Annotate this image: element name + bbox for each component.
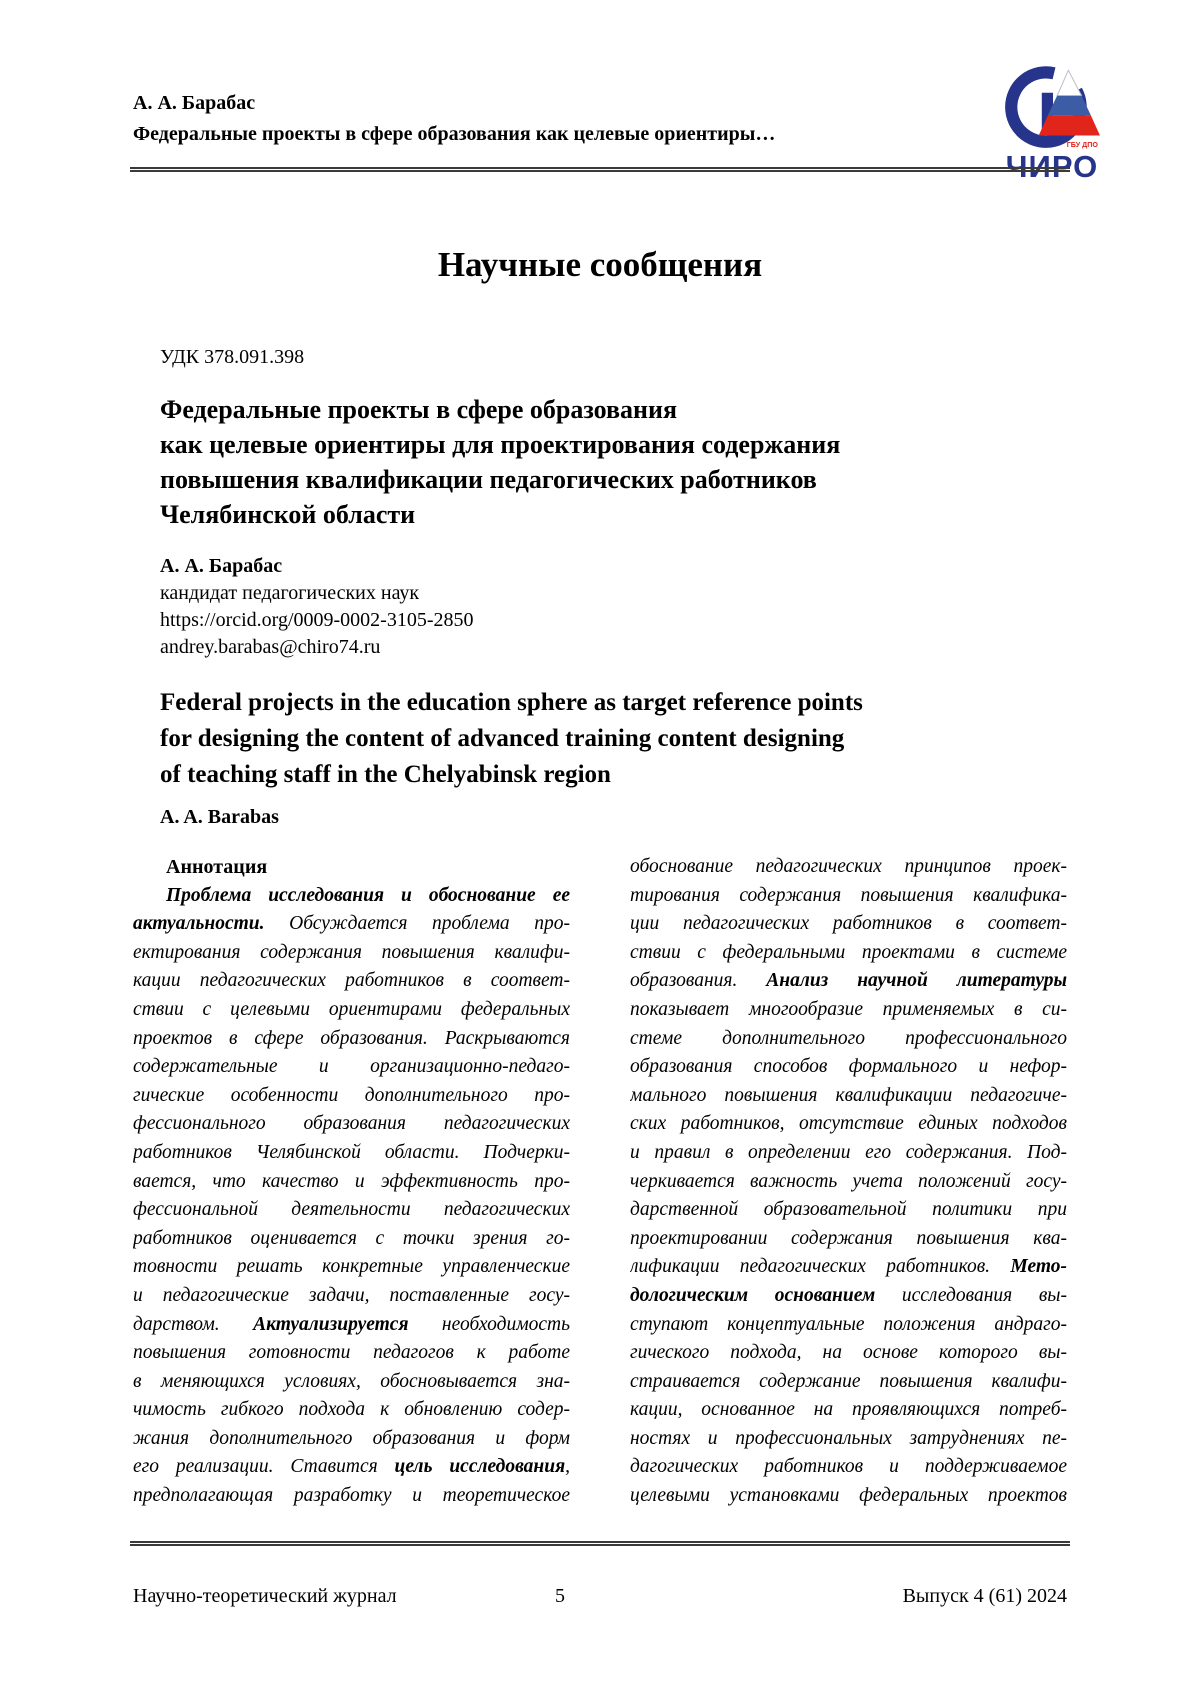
footer-issue: Выпуск 4 (61) 2024 xyxy=(902,1585,1067,1607)
author-name-en: A. A. Barabas xyxy=(160,806,279,828)
section-title: Научные сообщения xyxy=(437,245,763,284)
abstract-text-run: дарственной образовательной политики при xyxy=(630,1199,1067,1221)
footer-journal-name: Научно-теоретический журнал xyxy=(133,1585,397,1607)
article-title-en-line: for designing the content of advanced training content designing xyxy=(160,725,845,752)
abstract-line xyxy=(630,1139,1067,1168)
abstract-line xyxy=(630,1225,1067,1254)
abstract-text-run: тирования содержания повышения квалифика- xyxy=(630,884,1067,906)
abstract-line xyxy=(133,1396,570,1425)
abstract-line xyxy=(630,996,1067,1025)
abstract-line xyxy=(630,1396,1067,1425)
abstract-text-run: вается, что качество и эффективность про- xyxy=(133,1170,570,1192)
article-title-ru-line: как целевые ориентиры для проектирования содержания xyxy=(160,430,841,459)
abstract-line xyxy=(133,1282,570,1311)
abstract-text-run: черкивается важность учета положений госу- xyxy=(630,1170,1067,1192)
logo-org-small-text: ГБУ ДПО xyxy=(1066,140,1098,149)
abstract-line xyxy=(133,1453,570,1482)
abstract-text-run: дагогических работников и поддерживаемое xyxy=(630,1456,1067,1478)
abstract-text-run: чимость гибкого подхода к обновлению содер- xyxy=(133,1399,570,1421)
abstract-bold-run: цель исследования xyxy=(394,1456,566,1478)
abstract-line xyxy=(133,996,570,1025)
abstract-line xyxy=(630,1253,1067,1282)
abstract-text-run: дарством. xyxy=(133,1313,254,1335)
abstract-text-run: работников оценивается с точки зрения го- xyxy=(133,1227,570,1249)
chiro-logo-text: ЧИРО xyxy=(1005,149,1099,184)
running-header-title: Федеральные проекты в сфере образования как целевые ориентиры… xyxy=(133,123,776,145)
abstract-text-run: гического подхода, на основе которого вы- xyxy=(630,1342,1067,1364)
abstract-line xyxy=(133,910,570,939)
footer-page-number: 5 xyxy=(555,1585,565,1607)
abstract-line xyxy=(630,1196,1067,1225)
abstract-text-run: работников Челябинской области. Подчерки- xyxy=(133,1141,570,1163)
abstract-line xyxy=(630,1282,1067,1311)
abstract-text-run: образования. xyxy=(630,970,767,992)
abstract-text-run: ностях и профессиональных затруднениях пе- xyxy=(630,1427,1067,1449)
article-title-en-line: of teaching staff in the Chelyabinsk region xyxy=(160,761,611,788)
abstract-text-run: проектов в сфере образования. Раскрываются xyxy=(133,1027,570,1049)
abstract-text-run: целевыми установками федеральных проектов xyxy=(630,1485,1067,1507)
abstract-bold-run: Анализ научной литературы xyxy=(766,970,1067,992)
abstract-line xyxy=(630,939,1067,968)
footer-divider xyxy=(130,1541,1070,1546)
logo-flag-red-band xyxy=(1039,115,1100,135)
abstract-text-run: ствии с федеральными проектами в системе xyxy=(630,941,1067,963)
running-header-author: А. А. Барабас xyxy=(133,92,256,114)
author-block xyxy=(160,553,474,661)
abstract-line xyxy=(630,853,1067,882)
abstract-line xyxy=(133,1053,570,1082)
abstract-line xyxy=(630,1311,1067,1340)
abstract-line xyxy=(630,1453,1067,1482)
abstract-line xyxy=(630,1110,1067,1139)
abstract-line xyxy=(630,1482,1067,1511)
abstract-line xyxy=(133,1311,570,1340)
article-title-ru-line: Челябинской области xyxy=(160,500,416,529)
abstract-text-run: ступают концептуальные положения андраго- xyxy=(630,1313,1067,1335)
abstract-text-run: предполагающая разработку и теоретическое xyxy=(133,1485,570,1507)
abstract-text-run: фессиональной деятельности педагогических xyxy=(133,1199,570,1221)
abstract-text-run: исследования вы- xyxy=(875,1284,1067,1306)
abstract-line xyxy=(133,1025,570,1054)
abstract-bold-run: дологическим основанием xyxy=(630,1284,876,1306)
abstract-text-run: страивается содержание повышения квалифи- xyxy=(630,1370,1067,1392)
article-title-ru-line: повышения квалификации педагогических работников xyxy=(160,465,817,494)
abstract-text-run: кации, основанное на проявляющихся потреб- xyxy=(630,1399,1067,1421)
abstract-line xyxy=(630,1082,1067,1111)
abstract-text-run: обоснование педагогических принципов проек- xyxy=(630,856,1067,877)
abstract-text-run: ектирования содержания повышения квалифи- xyxy=(133,941,570,963)
abstract-line xyxy=(630,1339,1067,1368)
abstract-line xyxy=(133,1368,570,1397)
article-title-ru xyxy=(160,392,1060,532)
abstract-text-run: содержательные и организационно-педаго- xyxy=(133,1056,570,1078)
abstract-text-run: кации педагогических работников в соответ- xyxy=(133,970,570,992)
abstract-line xyxy=(630,1053,1067,1082)
abstract-text-run: и педагогические задачи, поставленные госу- xyxy=(133,1284,570,1306)
abstract-text-run: показывает многообразие применяемых в си- xyxy=(630,998,1067,1020)
abstract-text-run: , xyxy=(565,1456,570,1478)
abstract-text-run: проектировании содержания повышения ква- xyxy=(630,1227,1067,1249)
chiro-logo xyxy=(1000,60,1104,182)
abstract-line xyxy=(133,1253,570,1282)
abstract-line xyxy=(630,882,1067,911)
abstract-text-run: необходимость xyxy=(408,1313,570,1335)
abstract-text-run: стеме дополнительного профессионального xyxy=(630,1027,1067,1049)
article-title-ru-line: Федеральные проекты в сфере образования xyxy=(160,395,678,424)
article-title-en-line: Federal projects in the education sphere as target reference points xyxy=(160,689,863,716)
abstract-bold-run: Актуализируется xyxy=(253,1313,409,1335)
abstract-line xyxy=(133,1168,570,1197)
abstract-text-run: фессионального образования педагогических xyxy=(133,1113,570,1135)
chiro-logo-mark-icon xyxy=(1001,60,1103,154)
abstract-text-run: образования способов формального и нефор- xyxy=(630,1056,1067,1078)
abstract-line xyxy=(133,1225,570,1254)
abstract-text-run: Обсуждается проблема про- xyxy=(264,913,570,935)
abstract-line xyxy=(133,1425,570,1454)
abstract-line xyxy=(133,1482,570,1511)
abstract-text-run: ских работников, отсутствие единых подходов xyxy=(630,1113,1067,1135)
abstract-line xyxy=(630,910,1067,939)
header-divider xyxy=(130,167,1070,172)
abstract-line xyxy=(133,967,570,996)
abstract-bold-run: Проблема исследования и обоснование ее xyxy=(166,884,570,906)
udc-code: УДК 378.091.398 xyxy=(160,346,305,368)
abstract-text-run: лификации педагогических работников. xyxy=(630,1256,1011,1278)
abstract-line xyxy=(630,1425,1067,1454)
abstract-line xyxy=(133,1339,570,1368)
abstract-text-run: жания дополнительного образования и форм xyxy=(133,1427,570,1449)
logo-flag-white-band xyxy=(1057,70,1081,96)
abstract-line xyxy=(133,1082,570,1111)
abstract-bold-run: актуальности. xyxy=(133,913,265,935)
abstract-text-run: мального повышения квалификации педагогиче- xyxy=(630,1084,1067,1106)
abstract-line xyxy=(133,1110,570,1139)
abstract-text-run: гические особенности дополнительного про- xyxy=(133,1084,570,1106)
abstract-line xyxy=(133,882,570,911)
orcid-link[interactable]: https://orcid.org/0009-0002-3105-2850 xyxy=(160,609,474,631)
abstract-line xyxy=(630,1368,1067,1397)
article-title-en xyxy=(160,685,1060,793)
abstract-column-right xyxy=(630,853,1067,1511)
abstract-text-run: товности решать конкретные управленческие xyxy=(133,1256,570,1278)
abstract-line xyxy=(133,939,570,968)
abstract-bold-run: Мето- xyxy=(1010,1256,1067,1278)
abstract-text-run: ции педагогических работников в соответ- xyxy=(630,913,1067,935)
abstract-text-run: и правил в определении его содержания. Под- xyxy=(630,1141,1067,1163)
running-header xyxy=(133,88,953,150)
abstract-line xyxy=(133,1196,570,1225)
abstract-text-run: его реализации. Ставится xyxy=(133,1456,395,1478)
abstract-column-left xyxy=(133,853,570,1511)
abstract-text-run: в меняющихся условиях, обосновывается зна- xyxy=(133,1370,570,1392)
abstract-text-run: повышения готовности педагогов к работе xyxy=(133,1342,570,1364)
abstract-text-run: ствии с целевыми ориентирами федеральных xyxy=(133,998,570,1020)
author-degree: кандидат педагогических наук xyxy=(160,582,420,604)
abstract-line xyxy=(630,1168,1067,1197)
abstract-heading: Аннотация xyxy=(166,856,268,878)
abstract-line xyxy=(630,967,1067,996)
author-name: А. А. Барабас xyxy=(160,555,283,577)
email-link[interactable]: andrey.barabas@chiro74.ru xyxy=(160,636,381,658)
abstract-line xyxy=(133,1139,570,1168)
abstract-line xyxy=(630,1025,1067,1054)
